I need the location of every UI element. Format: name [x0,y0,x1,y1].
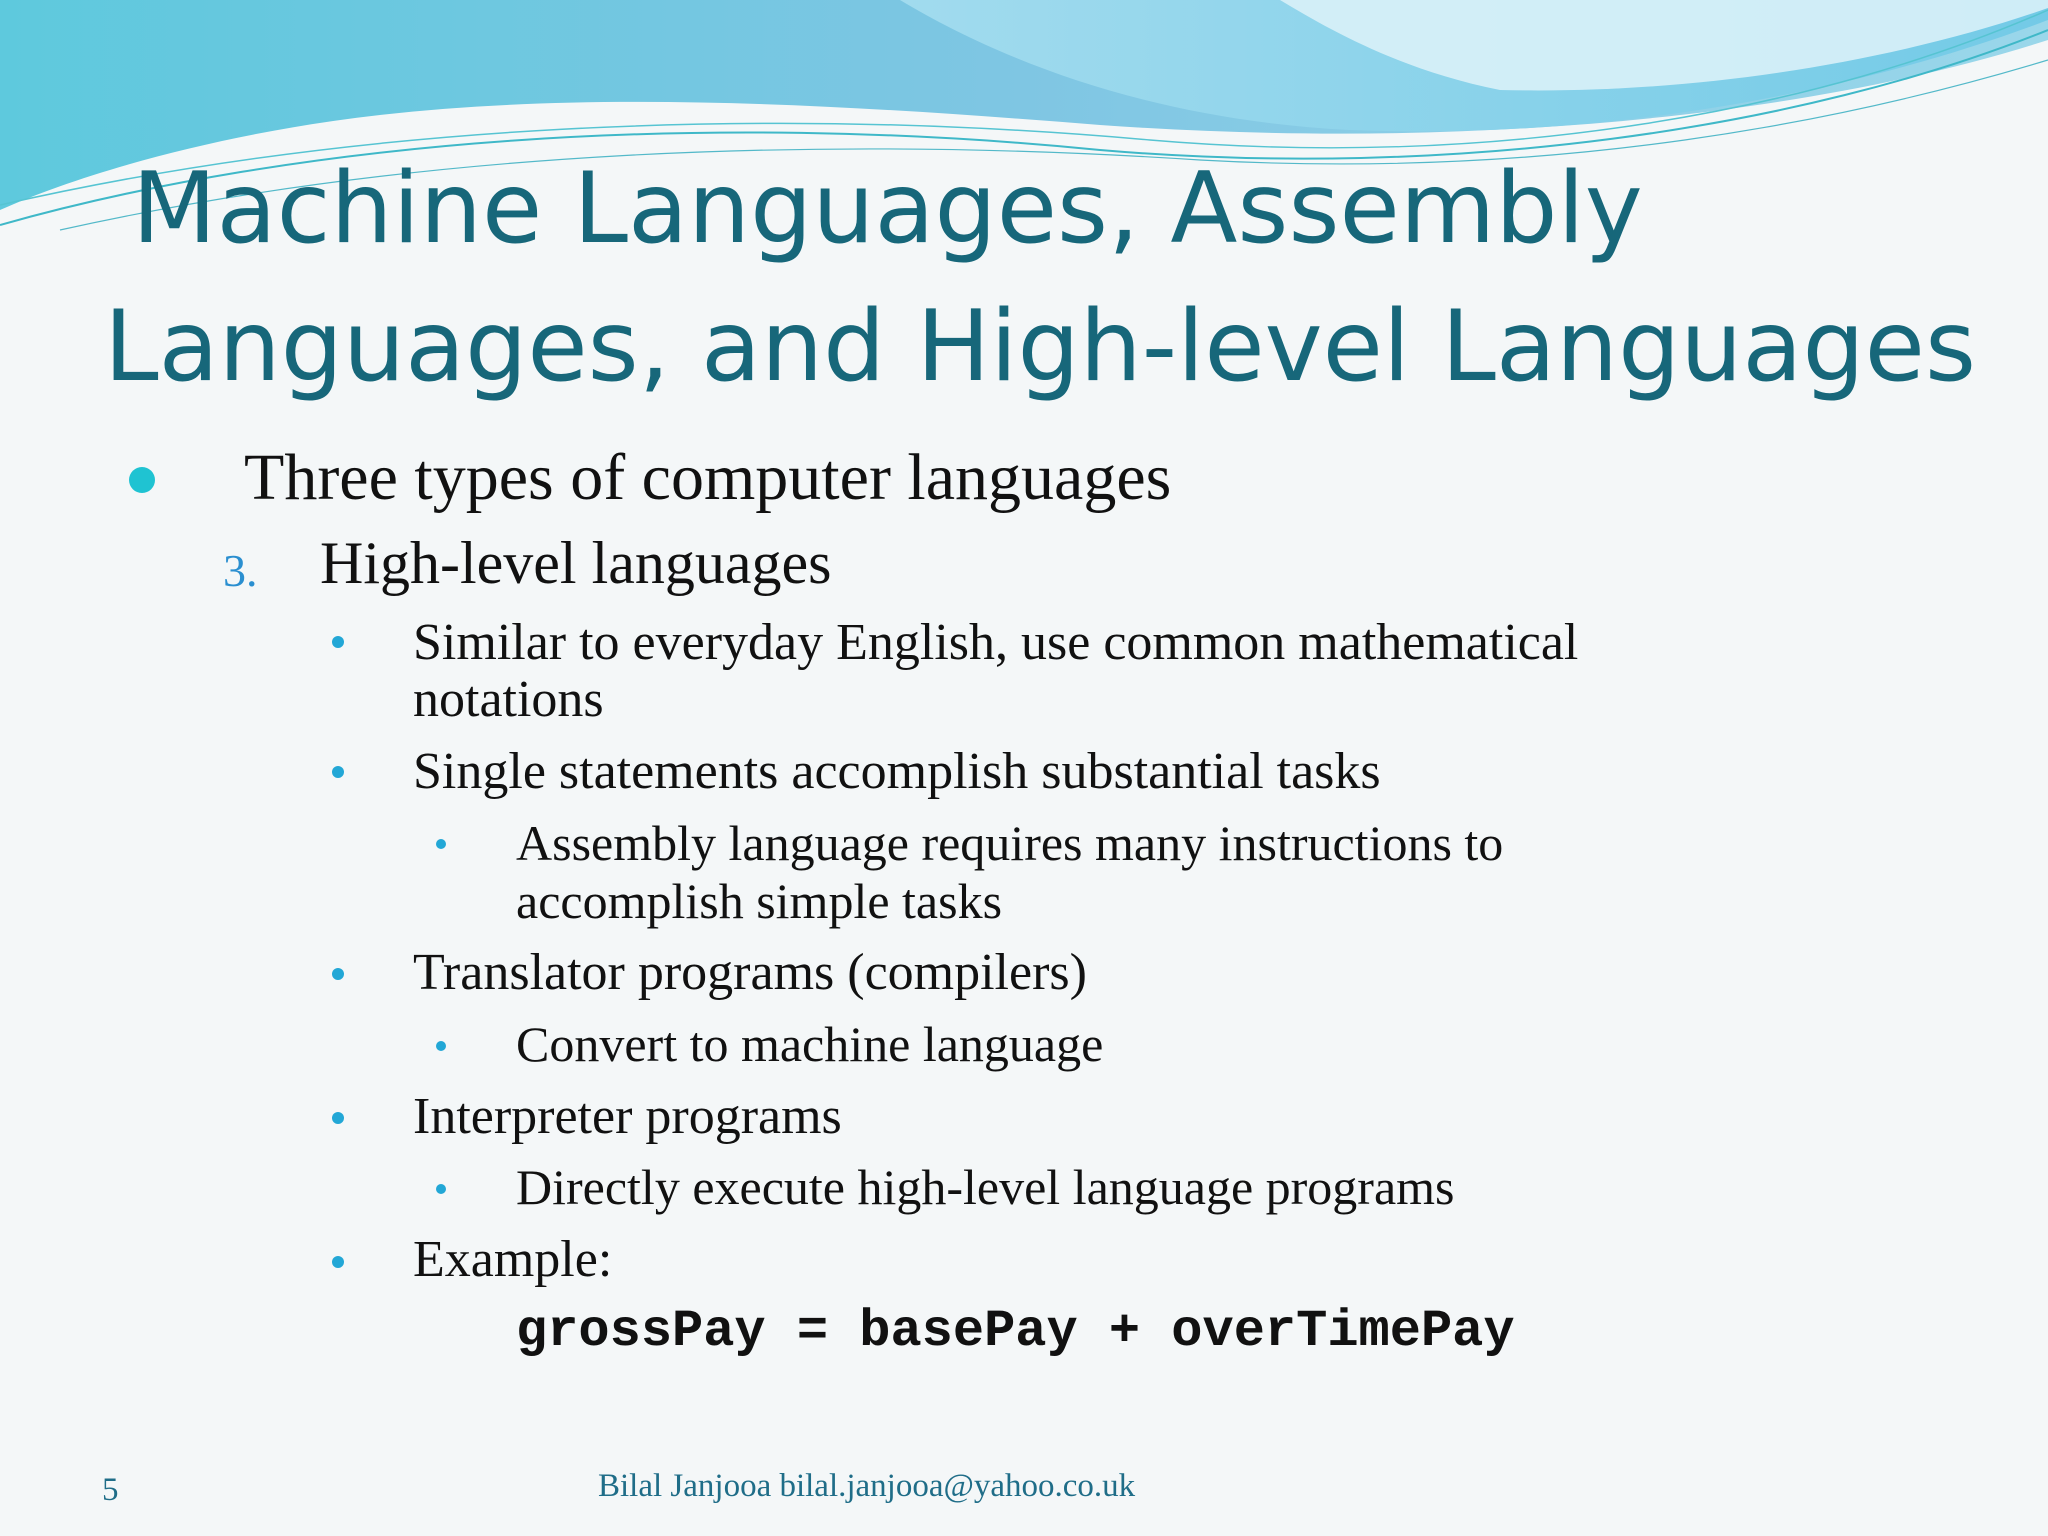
bullet-dot-icon [332,968,344,980]
slide-title-line-1: Machine Languages, Assembly [132,152,1643,266]
bullet-dot-icon [332,636,344,648]
point-interpreter-programs: Interpreter programs [413,1088,842,1145]
list-number: 3. [223,545,258,596]
bullet-dot-icon [332,766,344,778]
code-example: grossPay = basePay + overTimePay [516,1302,1515,1361]
point-translator-programs: Translator programs (compilers) [413,944,1087,1001]
sub-bullet-dot-icon [436,839,446,849]
bullet-dot-icon [332,1112,344,1124]
point-single-statements: Single statements accomplish substantial tasks [413,743,1381,800]
sub-point-convert: Convert to machine language [516,1016,1104,1072]
footer-author: Bilal Janjooa bilal.janjooa@yahoo.co.uk [598,1468,1136,1504]
sub-point-directly-execute: Directly execute high-level language programs [516,1159,1455,1215]
sub-point-assembly-line-2: accomplish simple tasks [516,873,1003,929]
sub-point-assembly-line-1: Assembly language requires many instructions to [516,815,1504,871]
bullet-dot-icon [129,467,155,493]
numbered-item-high-level: High-level languages [320,530,832,596]
bullet-dot-icon [332,1256,344,1268]
slide-title-line-2: Languages, and High-level Languages [104,290,1977,404]
page-number: 5 [102,1472,119,1508]
sub-bullet-dot-icon [436,1184,446,1194]
point-similar-english-line-1: Similar to everyday English, use common mathematical [413,614,1579,671]
sub-bullet-dot-icon [436,1041,446,1051]
bullet-three-types: Three types of computer languages [244,441,1172,514]
point-similar-english-line-2: notations [413,671,604,728]
point-example: Example: [413,1231,613,1288]
